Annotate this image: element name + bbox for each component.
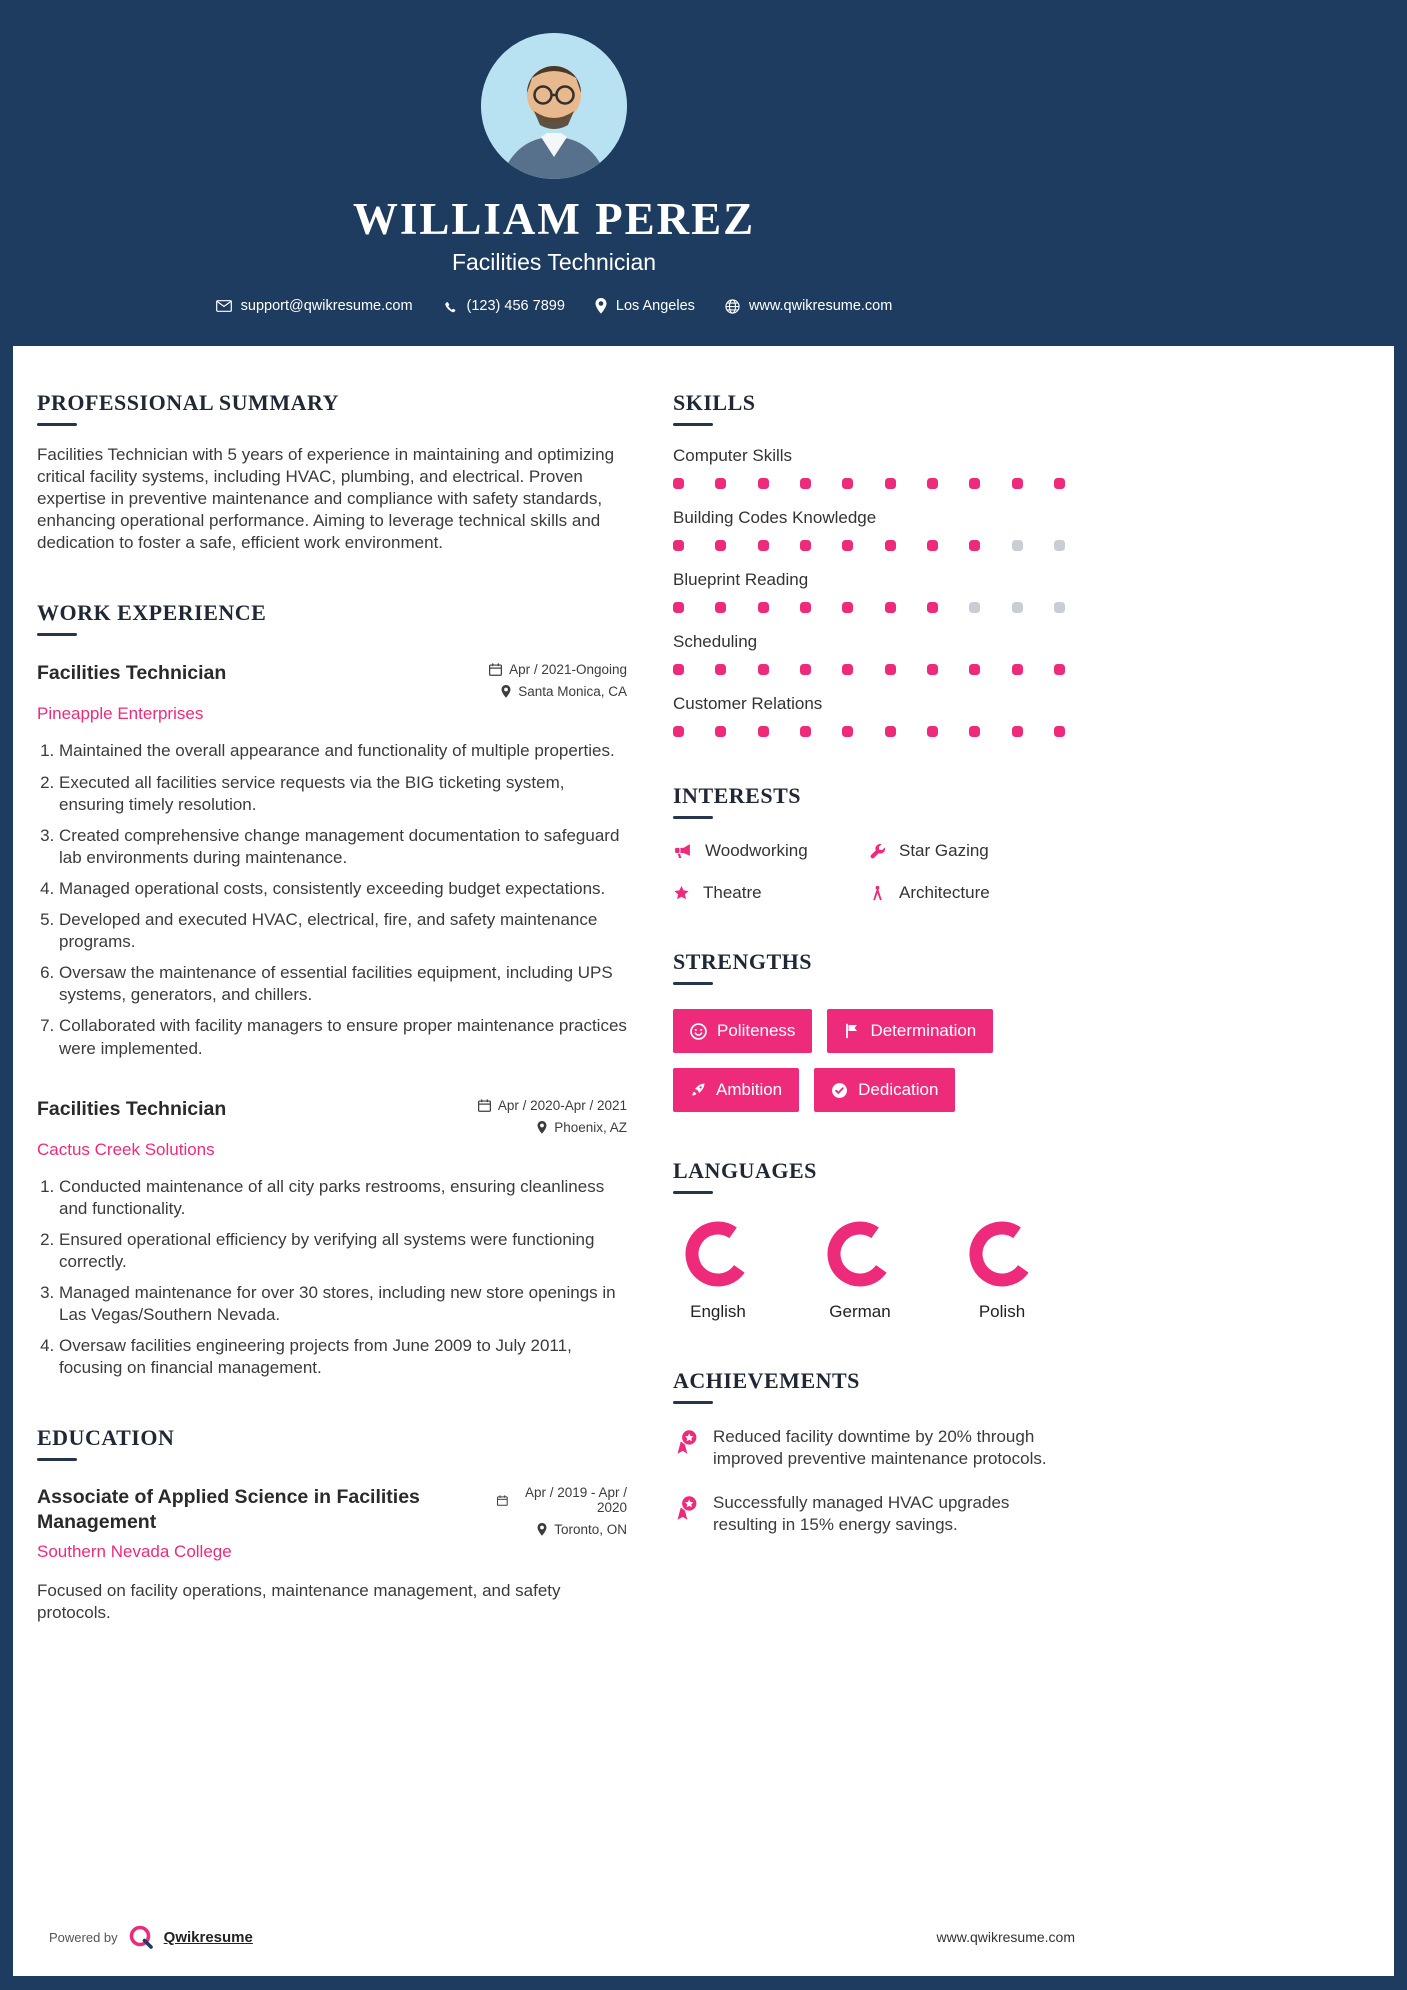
strength-badge <box>814 1068 955 1112</box>
skill-label: Building Codes Knowledge <box>673 508 877 527</box>
skill-dot <box>885 726 896 737</box>
rocket-icon <box>690 1082 706 1098</box>
calendar-icon <box>497 1494 508 1507</box>
skill-dot <box>885 540 896 551</box>
language-ring <box>826 1220 894 1288</box>
wrench-icon <box>869 843 886 860</box>
skill-dot <box>927 478 938 489</box>
footer-website-link[interactable]: www.qwikresume.com <box>936 1929 1075 1945</box>
skill-dot <box>673 664 684 675</box>
language-item <box>957 1220 1047 1322</box>
interest-item <box>869 841 1065 861</box>
skill-dot <box>673 540 684 551</box>
skill-dot <box>885 478 896 489</box>
interest-label: Theatre <box>703 883 762 902</box>
company-name: Cactus Creek Solutions <box>37 1139 215 1159</box>
bullet-item: 2. Ensured operational efficiency by verifying all systems were functioning correctly. <box>59 1229 627 1273</box>
skill-dot <box>715 726 726 737</box>
strength-label: Dedication <box>858 1080 939 1099</box>
language-ring <box>684 1220 752 1288</box>
bullet-item: 4. Oversaw facilities engineering projects from June 2009 to July 2011, focusing on financial management. <box>59 1335 627 1379</box>
strength-label: Determination <box>870 1021 977 1040</box>
medal-icon <box>673 1495 699 1521</box>
section-languages <box>673 1158 1065 1322</box>
interest-label: Star Gazing <box>899 841 989 860</box>
skill-dots <box>673 602 1065 613</box>
skill-dot <box>1054 664 1065 675</box>
language-label: German <box>829 1302 891 1321</box>
pin-icon <box>537 1121 547 1134</box>
skill-dot <box>927 664 938 675</box>
skill-dot <box>715 602 726 613</box>
skill-dot <box>969 540 980 551</box>
powered-by <box>49 1924 253 1950</box>
skill-dot <box>927 726 938 737</box>
left-column <box>37 390 627 1671</box>
skill-row <box>673 694 1065 737</box>
profile-photo <box>481 33 627 179</box>
job-dates <box>489 662 627 677</box>
contact-location <box>595 298 695 314</box>
job-location-text: Santa Monica, CA <box>518 684 627 700</box>
skill-dot <box>1012 726 1023 737</box>
skill-dot <box>800 602 811 613</box>
section-skills <box>673 390 1065 737</box>
company-name: Pineapple Enterprises <box>37 704 204 724</box>
contact-website[interactable] <box>725 298 892 314</box>
skill-dot <box>715 540 726 551</box>
section-interests <box>673 783 1065 903</box>
bullet-item: 7. Collaborated with facility managers to ensure proper maintenance practices were implemented. <box>59 1015 627 1059</box>
skill-dot <box>800 664 811 675</box>
skill-row <box>673 632 1065 675</box>
contact-bar <box>13 298 1095 314</box>
skill-dot <box>758 478 769 489</box>
bullet-item: 3. Created comprehensive change management documentation to safeguard lab environments during maintenance. <box>59 825 627 869</box>
summary-heading: PROFESSIONAL SUMMARY <box>37 390 627 426</box>
brand-link[interactable]: Qwikresume <box>163 1928 253 1946</box>
achievement-text: Successfully managed HVAC upgrades resulting in 15% energy savings. <box>713 1493 1010 1535</box>
resume-header <box>13 0 1394 346</box>
skill-dot <box>715 664 726 675</box>
skill-dot <box>758 602 769 613</box>
skill-dot <box>1012 478 1023 489</box>
skill-dot <box>673 602 684 613</box>
skill-dot <box>969 602 980 613</box>
interests-heading: INTERESTS <box>673 783 1065 819</box>
skill-dot <box>673 478 684 489</box>
skill-dot <box>1012 540 1023 551</box>
smiley-icon <box>690 1023 707 1040</box>
skill-dots <box>673 540 1065 551</box>
contact-website-text: www.qwikresume.com <box>748 298 893 314</box>
interest-label: Architecture <box>899 883 990 902</box>
job-title: Facilities Technician <box>37 1097 227 1120</box>
bullet-item: 2. Executed all facilities service requests via the BIG ticketing system, ensuring timely resolution. <box>59 772 627 816</box>
star-icon <box>673 885 690 902</box>
education-location <box>497 1522 627 1537</box>
section-work-experience <box>37 600 627 1379</box>
interest-item <box>673 841 869 861</box>
skill-dot <box>1012 664 1023 675</box>
job-bullets <box>37 1176 627 1380</box>
resume-sheet <box>13 0 1394 1976</box>
bullet-item: 6. Oversaw the maintenance of essential facilities equipment, including UPS systems, generators, and chillers. <box>59 962 627 1006</box>
achievement-text: Reduced facility downtime by 20% through improved preventive maintenance protocols. <box>713 1427 1047 1469</box>
skill-row <box>673 570 1065 613</box>
phone-icon <box>443 299 458 314</box>
education-dates <box>497 1485 627 1515</box>
skill-dots <box>673 726 1065 737</box>
job-location <box>489 684 627 699</box>
skill-dot <box>758 726 769 737</box>
skill-dot <box>842 664 853 675</box>
language-item <box>815 1220 905 1322</box>
skill-row <box>673 508 1065 551</box>
calendar-icon <box>489 663 502 676</box>
bullet-item: 1. Conducted maintenance of all city parks restrooms, ensuring cleanliness and functionality. <box>59 1176 627 1220</box>
skill-dot <box>842 726 853 737</box>
education-location-text: Toronto, ON <box>554 1522 627 1538</box>
candidate-title: Facilities Technician <box>451 249 657 275</box>
strength-badge <box>827 1009 993 1053</box>
education-dates-text: Apr / 2019 - Apr / 2020 <box>524 1485 627 1516</box>
skill-dot <box>715 478 726 489</box>
skill-dot <box>842 478 853 489</box>
language-ring <box>968 1220 1036 1288</box>
contact-location-text: Los Angeles <box>615 298 695 314</box>
skill-label: Scheduling <box>673 632 758 651</box>
skill-label: Customer Relations <box>673 694 823 713</box>
job-bullets <box>37 740 627 1059</box>
skill-dot <box>1054 602 1065 613</box>
skill-dot <box>800 726 811 737</box>
school-name: Southern Nevada College <box>37 1542 232 1562</box>
summary-text: Facilities Technician with 5 years of experience in maintaining and optimizing critical facility systems, including HVAC, plumbing, and electrical. Proven expertise in preventive maintenance and compliance with safety standards, enhancing operational performance. Aiming to leverage technical skills and dedication to foster a safe, efficient work environment. <box>37 445 615 553</box>
skill-dot <box>758 664 769 675</box>
section-professional-summary <box>37 390 627 554</box>
location-icon <box>595 298 607 314</box>
skill-dot <box>969 726 980 737</box>
skill-label: Computer Skills <box>673 446 793 465</box>
experience-heading: WORK EXPERIENCE <box>37 600 627 636</box>
pin-icon <box>537 1523 547 1536</box>
qwikresume-logo <box>128 1924 154 1950</box>
resume-body <box>13 346 1095 1671</box>
avatar-illustration <box>481 33 627 179</box>
language-item <box>673 1220 763 1322</box>
job-entry <box>37 1098 627 1380</box>
pin-icon <box>501 685 511 698</box>
bullet-item: 1. Maintained the overall appearance and functionality of multiple properties. <box>59 740 627 762</box>
bullet-item: 3. Managed maintenance for over 30 stores, including new store openings in Las Vegas/Southern Nevada. <box>59 1282 627 1326</box>
strength-label: Politeness <box>717 1021 796 1040</box>
candidate-name: WILLIAM PEREZ <box>352 194 756 244</box>
job-dates <box>478 1098 627 1113</box>
skill-dot <box>800 478 811 489</box>
skill-dot <box>1054 540 1065 551</box>
strength-badge <box>673 1068 799 1112</box>
skills-heading: SKILLS <box>673 390 1065 426</box>
strength-badge <box>673 1009 812 1053</box>
interest-item <box>673 883 869 903</box>
achievement-item <box>673 1426 1065 1470</box>
contact-email[interactable] <box>216 298 413 314</box>
achievement-item <box>673 1492 1065 1536</box>
skill-label: Blueprint Reading <box>673 570 809 589</box>
job-dates-text: Apr / 2020-Apr / 2021 <box>497 1097 627 1113</box>
skill-dots <box>673 664 1065 675</box>
degree-title: Associate of Applied Science in Facilities Management <box>37 1486 420 1533</box>
skill-dot <box>758 540 769 551</box>
skill-dot <box>969 478 980 489</box>
powered-by-label: Powered by <box>49 1929 118 1945</box>
skill-dots <box>673 478 1065 489</box>
achievements-heading: ACHIEVEMENTS <box>673 1368 1065 1404</box>
interest-label: Woodworking <box>705 841 808 860</box>
skill-dot <box>969 664 980 675</box>
contact-phone <box>443 298 565 314</box>
section-strengths <box>673 949 1065 1112</box>
skill-row <box>673 446 1065 489</box>
skill-dot <box>673 726 684 737</box>
section-education <box>37 1425 627 1624</box>
email-icon <box>216 300 232 312</box>
job-dates-text: Apr / 2021-Ongoing <box>509 662 627 678</box>
job-location-text: Phoenix, AZ <box>554 1119 627 1135</box>
check-circle-icon <box>831 1082 848 1099</box>
skill-dot <box>842 602 853 613</box>
page-footer <box>13 1898 1095 1976</box>
education-description: Focused on facility operations, maintenance management, and safety protocols. <box>37 1581 561 1623</box>
skill-dot <box>1012 602 1023 613</box>
skill-dot <box>1054 726 1065 737</box>
bullet-item: 4. Managed operational costs, consistently exceeding budget expectations. <box>59 878 627 900</box>
language-label: Polish <box>978 1302 1026 1321</box>
job-entry <box>37 662 627 1059</box>
skill-dot <box>885 602 896 613</box>
education-heading: EDUCATION <box>37 1425 627 1461</box>
skill-dot <box>885 664 896 675</box>
bullet-item: 5. Developed and executed HVAC, electrical, fire, and safety maintenance programs. <box>59 909 627 953</box>
skill-dot <box>927 602 938 613</box>
compass-icon <box>869 885 886 902</box>
section-achievements <box>673 1368 1065 1536</box>
megaphone-icon <box>673 843 692 860</box>
skill-dot <box>927 540 938 551</box>
job-location <box>478 1120 627 1135</box>
language-label: English <box>690 1302 746 1321</box>
globe-icon <box>725 299 740 314</box>
calendar-icon <box>478 1099 491 1112</box>
skill-dot <box>1054 478 1065 489</box>
languages-heading: LANGUAGES <box>673 1158 1065 1194</box>
right-column <box>673 390 1065 1671</box>
interest-item <box>869 883 1065 903</box>
medal-icon <box>673 1429 699 1455</box>
flag-icon <box>844 1023 860 1039</box>
strength-label: Ambition <box>716 1080 783 1099</box>
skill-dot <box>842 540 853 551</box>
job-title: Facilities Technician <box>37 662 227 685</box>
contact-email-text: support@qwikresume.com <box>240 298 413 314</box>
strengths-heading: STRENGTHS <box>673 949 1065 985</box>
contact-phone-text: (123) 456 7899 <box>466 298 565 314</box>
skill-dot <box>800 540 811 551</box>
